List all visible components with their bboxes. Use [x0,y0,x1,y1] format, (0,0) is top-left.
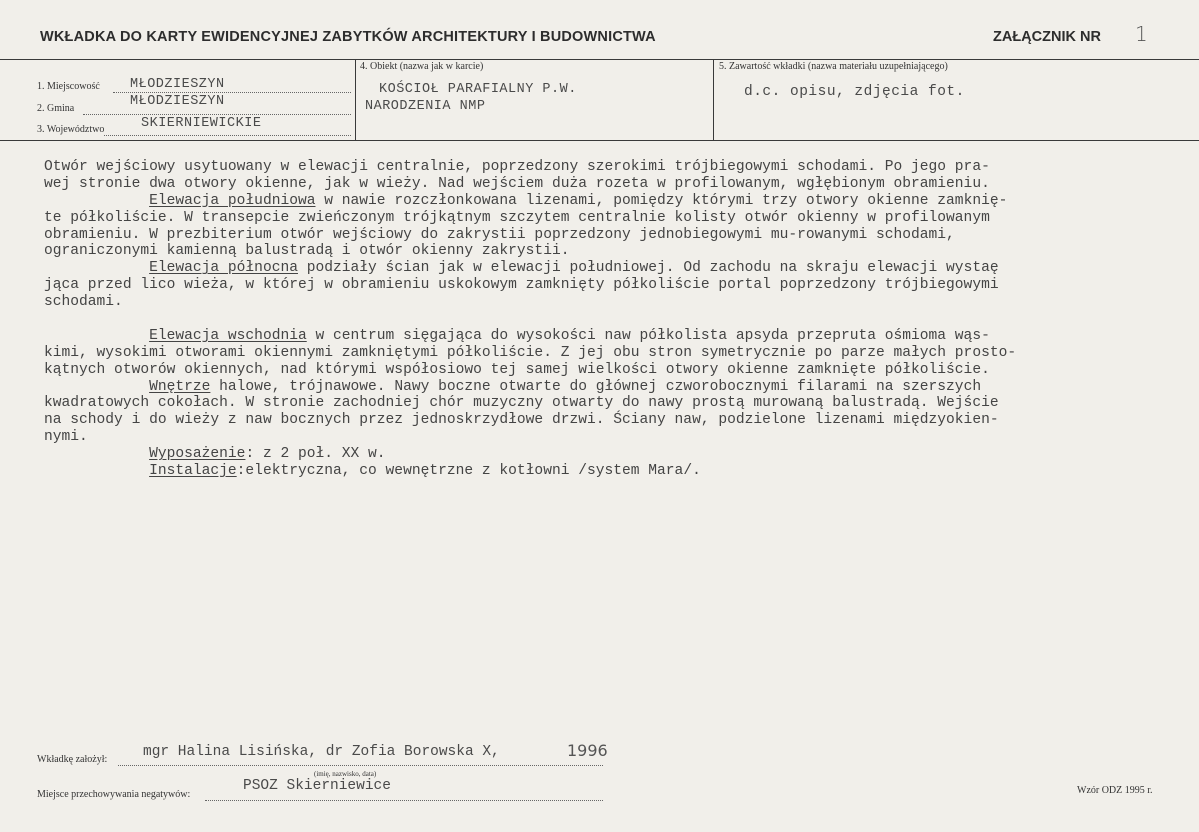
body-text-segment: wej stronie dwa otwory okienne, jak w wieży. Nad wejściem duża rozeta w profilowanym, wgłębionym obramieniu. [44,175,990,192]
commune-value: MŁODZIESZYN [130,94,225,109]
body-line [44,379,1174,396]
description-body [44,159,1174,480]
body-text-segment: w nawie rozczłonkowana lizenami, pomiędzy którymi trzy otwory okienne zamknię- [315,192,1008,209]
author-sublabel: (imię, nazwisko, data) [314,770,377,778]
body-line [44,210,1174,227]
body-text-segment: na schody i do wieży z naw bocznych przez jednoskrzydłowe drzwi. Ściany naw, podzielone lizenami międzyokien- [44,412,999,429]
body-text-segment: te półkoliście. W transepcie zwieńczonym trójkątnym szczytem centralnie kolisty otwór okienny w profilowanym [44,209,990,226]
body-text-segment [44,193,149,209]
section-heading: Wyposażenie [149,446,246,463]
body-line [44,446,1174,463]
body-line [44,328,1174,345]
object-value-line-2: NARODZENIA NMP [365,99,486,114]
author-dotted-line [118,765,603,766]
section-heading: Instalacje [149,463,237,480]
body-text-segment [44,446,149,462]
body-line [44,176,1174,193]
body-text-segment: halowe, trójnawowe. Nawy boczne otwarte do głównej czworobocznymi filarami na szerszych [210,378,982,395]
content-value: d.c. opisu, zdjęcia fot. [744,84,965,100]
body-line [44,277,1174,294]
body-line [44,362,1174,379]
place-dotted-line [113,92,351,93]
divider-right [713,59,714,140]
body-text-segment: kimi, wysokimi otworami okiennymi zamkniętymi półkoliście. Z jej obu stron symetrycznie po parze małych prosto- [44,344,1017,361]
divider-left [355,59,356,140]
body-text-segment: nymi. [44,429,88,446]
body-text-segment [44,328,149,344]
object-label: 4. Obiekt (nazwa jak w karcie) [360,61,484,72]
section-heading: Elewacja wschodnia [149,327,307,344]
body-text-segment: obramieniu. W prezbiterium otwór wejściowy do zakrystii poprzedzony jednobiegowymi mu-rowanymi schodami, [44,226,955,243]
body-line [44,193,1174,210]
author-year: 1996 [567,741,608,760]
body-line [44,311,1174,328]
content-label: 5. Zawartość wkładki (nazwa materiału uzupełniającego) [719,61,948,72]
voivodeship-label: 3. Województwo [37,124,105,135]
commune-dotted-line [83,114,351,115]
section-heading: Elewacja południowa [149,192,316,209]
place-value: MŁODZIESZYN [130,77,225,92]
voivodeship-value: SKIERNIEWICKIE [141,116,262,131]
body-text-segment: jąca przed lico wieża, w której w obramieniu uskokowym zamknięty półkoliście portal poprzedzony trójbiegowymi [44,277,999,294]
top-rule [0,59,1199,60]
body-text-segment [44,379,149,395]
body-text-segment: Otwór wejściowy usytuowany w elewacji centralnie, poprzedzony szerokimi trójbiegowymi schodami. Po jego pra- [44,159,990,175]
voivodeship-dotted-line [104,135,351,136]
body-text-segment: schodami. [44,294,123,311]
body-text-segment: w centrum sięgająca do wysokości naw półkolista apsyda przepruta ośmioma wąs- [306,327,990,344]
fields-bottom-rule [0,140,1199,141]
author-label: Wkładkę założył: [37,754,108,765]
body-text-segment: :elektryczna, co wewnętrzne z kotłowni /system Mara/. [236,463,701,480]
annex-number: 1 [1135,22,1148,46]
body-text-segment [44,463,149,479]
place-label: 1. Miejscowość [37,81,100,92]
body-line [44,227,1174,244]
storage-value: PSOZ Skierniewice [243,778,391,794]
body-text-segment [44,260,149,276]
annex-label: ZAŁĄCZNIK NR [993,29,1101,45]
body-line [44,294,1174,311]
storage-dotted-line [205,800,603,801]
body-line [44,159,1174,176]
body-text-segment: kwadratowych cokołach. W stronie zachodniej chór muzyczny otwarty do nawy prostą murowaną balustradą. Wejście [44,395,999,412]
body-line [44,260,1174,277]
author-value: mgr Halina Lisińska, dr Zofia Borowska X, [143,744,500,760]
body-line [44,412,1174,429]
body-line [44,345,1174,362]
object-value-line-1: KOŚCIOŁ PARAFIALNY P.W. [379,82,577,97]
section-heading: Wnętrze [149,378,211,395]
body-text-segment: podziały ścian jak w elewacji południowej. Od zachodu na skraju elewacji wystaę [297,260,999,277]
form-id: Wzór ODZ 1995 r. [1077,785,1153,796]
storage-label: Miejsce przechowywania negatywów: [37,789,191,800]
body-text-segment: : z 2 poł. XX w. [245,446,386,463]
section-heading: Elewacja północna [149,260,298,277]
body-text-segment: kątnych otworów okiennych, nad którymi współosiowo tej samej wielkości otwory okienne zamknięte półkoliście. [44,361,990,378]
body-line [44,429,1174,446]
body-line [44,243,1174,260]
body-line [44,395,1174,412]
commune-label: 2. Gmina [37,103,75,114]
form-title: WKŁADKA DO KARTY EWIDENCYJNEJ ZABYTKÓW ARCHITEKTURY I BUDOWNICTWA [40,29,656,45]
body-text-segment: ograniczonymi kamienną balustradą i otwór okienny zakrystii. [44,243,570,260]
body-line [44,463,1174,480]
